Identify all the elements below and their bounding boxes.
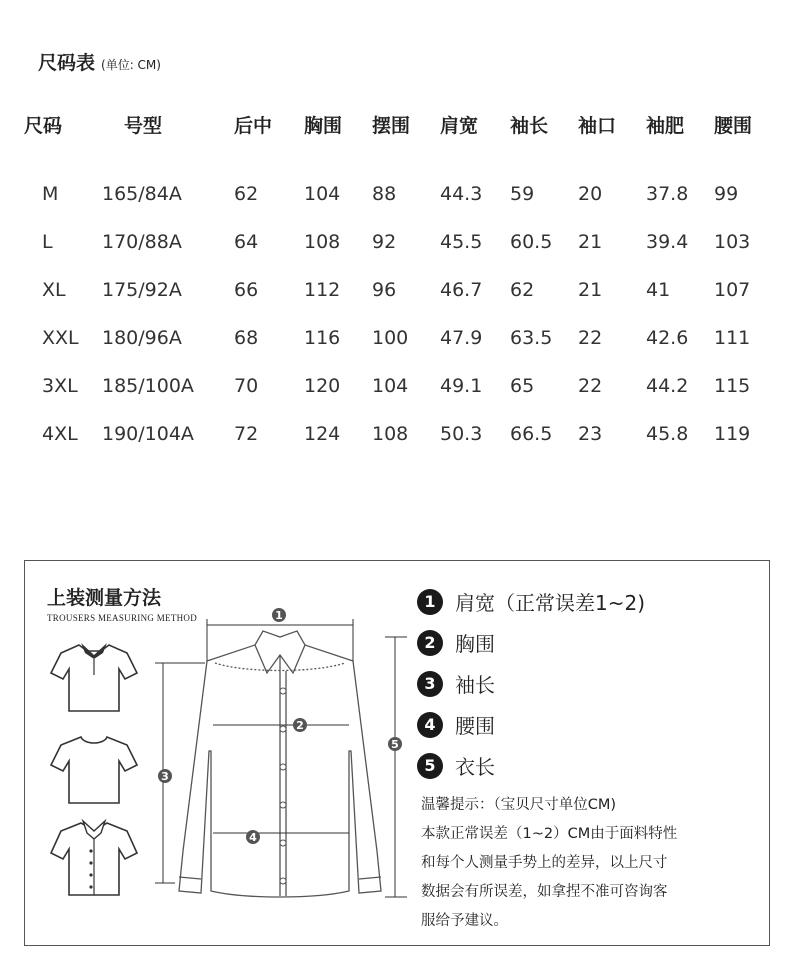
table-cell: 96 xyxy=(372,279,397,301)
table-cell: 99 xyxy=(714,183,739,205)
number-badge-icon: 5 xyxy=(417,753,443,779)
page-title xyxy=(38,48,161,75)
marker-2: 2 xyxy=(296,719,304,732)
table-cell: 175/92A xyxy=(102,279,182,301)
table-cell: XXL xyxy=(42,327,79,349)
table-cell: 104 xyxy=(372,375,409,397)
table-cell: 65 xyxy=(510,375,535,397)
tip-line: 数据会有所误差，如拿捏不准可咨询客 xyxy=(421,884,668,900)
marker-4: 4 xyxy=(249,831,257,844)
table-cell: 49.1 xyxy=(440,375,483,397)
table-cell: 63.5 xyxy=(510,327,553,349)
button-shirt-icon xyxy=(49,817,139,901)
table-cell: 20 xyxy=(578,183,603,205)
table-cell: 37.8 xyxy=(646,183,689,205)
table-cell: 4XL xyxy=(42,423,78,445)
legend-label: 袖长 xyxy=(455,673,495,697)
table-cell: 100 xyxy=(372,327,409,349)
table-cell: 21 xyxy=(578,231,603,253)
legend-item xyxy=(417,663,645,704)
table-cell: 108 xyxy=(304,231,341,253)
size-chart-title: 尺码表 xyxy=(38,52,96,74)
measurement-legend xyxy=(417,581,645,786)
legend-label: 胸围 xyxy=(455,632,495,656)
table-cell: 119 xyxy=(714,423,751,445)
measuring-guide-panel xyxy=(24,560,770,946)
guide-title: 上装测量方法 xyxy=(47,587,162,609)
table-cell: 103 xyxy=(714,231,751,253)
table-cell: 41 xyxy=(646,279,671,301)
table-cell: 185/100A xyxy=(102,375,194,397)
table-cell: 46.7 xyxy=(440,279,483,301)
table-cell: 70 xyxy=(234,375,259,397)
table-cell: 66 xyxy=(234,279,259,301)
long-sleeve-shirt-diagram xyxy=(145,601,415,941)
table-row xyxy=(24,362,774,410)
number-badge-icon: 1 xyxy=(417,589,443,615)
table-cell: 62 xyxy=(510,279,535,301)
guide-subtitle: TROUSERS MEASURING METHOD xyxy=(47,613,198,623)
table-cell: 62 xyxy=(234,183,259,205)
table-cell: 22 xyxy=(578,375,603,397)
table-cell: 21 xyxy=(578,279,603,301)
table-cell: 180/96A xyxy=(102,327,182,349)
table-cell: 39.4 xyxy=(646,231,689,253)
legend-label: 衣长 xyxy=(455,755,495,779)
table-cell: 47.9 xyxy=(440,327,483,349)
table-header-row xyxy=(24,104,774,170)
col-header: 号型 xyxy=(124,114,163,137)
polo-shirt-icon xyxy=(49,639,139,717)
table-cell: 190/104A xyxy=(102,423,194,445)
table-cell: 108 xyxy=(372,423,409,445)
table-cell: 23 xyxy=(578,423,603,445)
table-cell: 116 xyxy=(304,327,341,349)
table-row xyxy=(24,218,774,266)
table-cell: 124 xyxy=(304,423,341,445)
col-header: 腰围 xyxy=(714,114,753,137)
table-cell: 104 xyxy=(304,183,341,205)
size-table xyxy=(24,104,774,458)
table-cell: 45.5 xyxy=(440,231,483,253)
legend-item xyxy=(417,581,645,622)
legend-item xyxy=(417,622,645,663)
table-cell: 92 xyxy=(372,231,397,253)
number-badge-icon: 3 xyxy=(417,671,443,697)
number-badge-icon: 2 xyxy=(417,630,443,656)
table-row xyxy=(24,170,774,218)
col-header: 袖口 xyxy=(578,114,617,137)
table-cell: 45.8 xyxy=(646,423,689,445)
table-cell: 68 xyxy=(234,327,259,349)
tip-line: 服给予建议。 xyxy=(421,913,508,929)
table-cell: 66.5 xyxy=(510,423,553,445)
table-cell: 165/84A xyxy=(102,183,182,205)
table-cell: 3XL xyxy=(42,375,78,397)
table-cell: 64 xyxy=(234,231,259,253)
legend-label: 肩宽（正常误差1~2) xyxy=(455,591,646,615)
col-header: 后中 xyxy=(234,114,273,137)
legend-item xyxy=(417,704,645,745)
tip-line: 温馨提示：（宝贝尺寸单位CM) xyxy=(421,797,617,813)
table-cell: 112 xyxy=(304,279,341,301)
marker-3: 3 xyxy=(161,770,169,783)
table-cell: 111 xyxy=(714,327,751,349)
table-row xyxy=(24,314,774,362)
col-header: 肩宽 xyxy=(440,114,479,137)
table-cell: 120 xyxy=(304,375,341,397)
col-header: 袖长 xyxy=(510,114,549,137)
tip-text xyxy=(421,791,741,936)
table-row xyxy=(24,266,774,314)
col-header: 摆围 xyxy=(372,114,411,137)
table-cell: 44.3 xyxy=(440,183,483,205)
table-cell: 72 xyxy=(234,423,259,445)
table-cell: 59 xyxy=(510,183,535,205)
legend-item xyxy=(417,745,645,786)
table-cell: 60.5 xyxy=(510,231,553,253)
table-cell: 50.3 xyxy=(440,423,483,445)
marker-1: 1 xyxy=(275,609,283,622)
marker-5: 5 xyxy=(391,738,399,751)
legend-label: 腰围 xyxy=(455,714,495,738)
table-cell: 42.6 xyxy=(646,327,689,349)
table-cell: 22 xyxy=(578,327,603,349)
table-cell: 170/88A xyxy=(102,231,182,253)
col-header: 尺码 xyxy=(24,114,63,137)
col-header: 胸围 xyxy=(304,114,343,137)
table-cell: 107 xyxy=(714,279,751,301)
tip-line: 本款正常误差（1~2）CM由于面料特性 xyxy=(421,826,678,842)
unit-label: (单位: CM) xyxy=(101,58,161,72)
table-row xyxy=(24,410,774,458)
tshirt-icon xyxy=(49,731,139,809)
table-cell: 88 xyxy=(372,183,397,205)
tip-line: 和每个人测量手势上的差异，以上尺寸 xyxy=(421,855,668,871)
table-cell: 44.2 xyxy=(646,375,689,397)
table-cell: XL xyxy=(42,279,66,301)
number-badge-icon: 4 xyxy=(417,712,443,738)
table-cell: M xyxy=(42,183,59,205)
table-cell: L xyxy=(42,231,53,253)
table-cell: 115 xyxy=(714,375,751,397)
col-header: 袖肥 xyxy=(646,114,685,137)
